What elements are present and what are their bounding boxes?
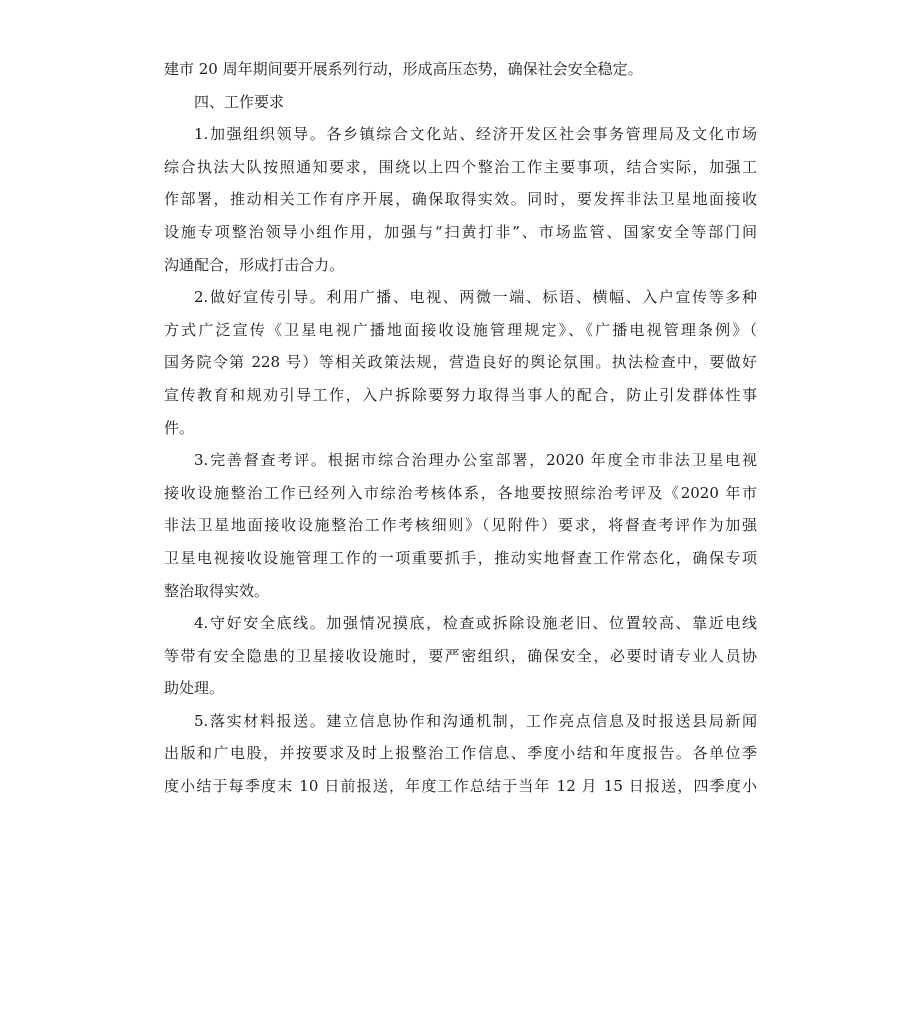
- text-line: 件。: [164, 418, 195, 437]
- text-line: 建市 20 周年期间要开展系列行动，形成高压态势，确保社会安全稳定。: [164, 60, 643, 78]
- section-heading: [164, 86, 757, 119]
- text-line: 度小结于每季度末 10 日前报送，年度工作总结于当年 12 月 15 日报送，四季度小: [164, 777, 757, 796]
- text-line: 国务院令第 228 号）等相关政策法规，营造良好的舆论氛围。执法检查中，要做好: [164, 353, 757, 372]
- text-line: 沟通配合，形成打击合力。: [164, 255, 345, 274]
- paragraph: [164, 705, 757, 803]
- text-line: 四、工作要求: [194, 92, 285, 111]
- text-line: 4.守好安全底线。加强情况摸底，检查或拆除设施老旧、位置较高、靠近电线: [194, 614, 757, 633]
- paragraph: [164, 118, 757, 281]
- paragraph: [164, 444, 757, 607]
- text-line: 卫星电视接收设施管理工作的一项重要抓手，推动实地督查工作常态化，确保专项: [164, 548, 757, 567]
- paragraph: [164, 607, 757, 705]
- paragraph: [164, 281, 757, 444]
- text-line: 非法卫星地面接收设施整治工作考核细则》（见附件）要求，将督查考评作为加强: [164, 516, 757, 535]
- text-line: 设施专项整治领导小组作用，加强与“扫黄打非”、市场监管、国家安全等部门间: [164, 222, 757, 241]
- text-line: 助处理。: [164, 679, 225, 698]
- text-line: 1.加强组织领导。各乡镇综合文化站、经济开发区社会事务管理局及文化市场: [194, 125, 757, 144]
- text-line: 整治取得实效。: [164, 581, 270, 600]
- text-line: 综合执法大队按照通知要求，围绕以上四个整治工作主要事项，结合实际，加强工: [164, 157, 757, 176]
- text-line: 5.落实材料报送。建立信息协作和沟通机制，工作亮点信息及时报送县局新闻: [194, 711, 757, 730]
- text-line: 作部署，推动相关工作有序开展，确保取得实效。同时，要发挥非法卫星地面接收: [164, 190, 757, 209]
- text-line: 宣传教育和规劝引导工作，入户拆除要努力取得当事人的配合，防止引发群体性事: [164, 385, 757, 404]
- text-line: 等带有安全隐患的卫星接收设施时，要严密组织，确保安全，必要时请专业人员协: [164, 646, 757, 665]
- paragraph: [164, 53, 757, 86]
- text-line: 2.做好宣传引导。利用广播、电视、两微一端、标语、横幅、入户宣传等多种: [194, 288, 757, 307]
- document-body: [164, 53, 757, 803]
- text-line: 接收设施整治工作已经列入市综治考核体系，各地要按照综治考评及《2020 年市: [164, 483, 757, 502]
- text-line: 出版和广电股，并按要求及时上报整治工作信息、季度小结和年度报告。各单位季: [164, 744, 757, 763]
- text-line: 3.完善督查考评。根据市综合治理办公室部署，2020 年度全市非法卫星电视: [194, 451, 757, 470]
- text-line: 方式广泛宣传《卫星电视广播地面接收设施管理规定》、《广播电视管理条例》（: [164, 320, 757, 339]
